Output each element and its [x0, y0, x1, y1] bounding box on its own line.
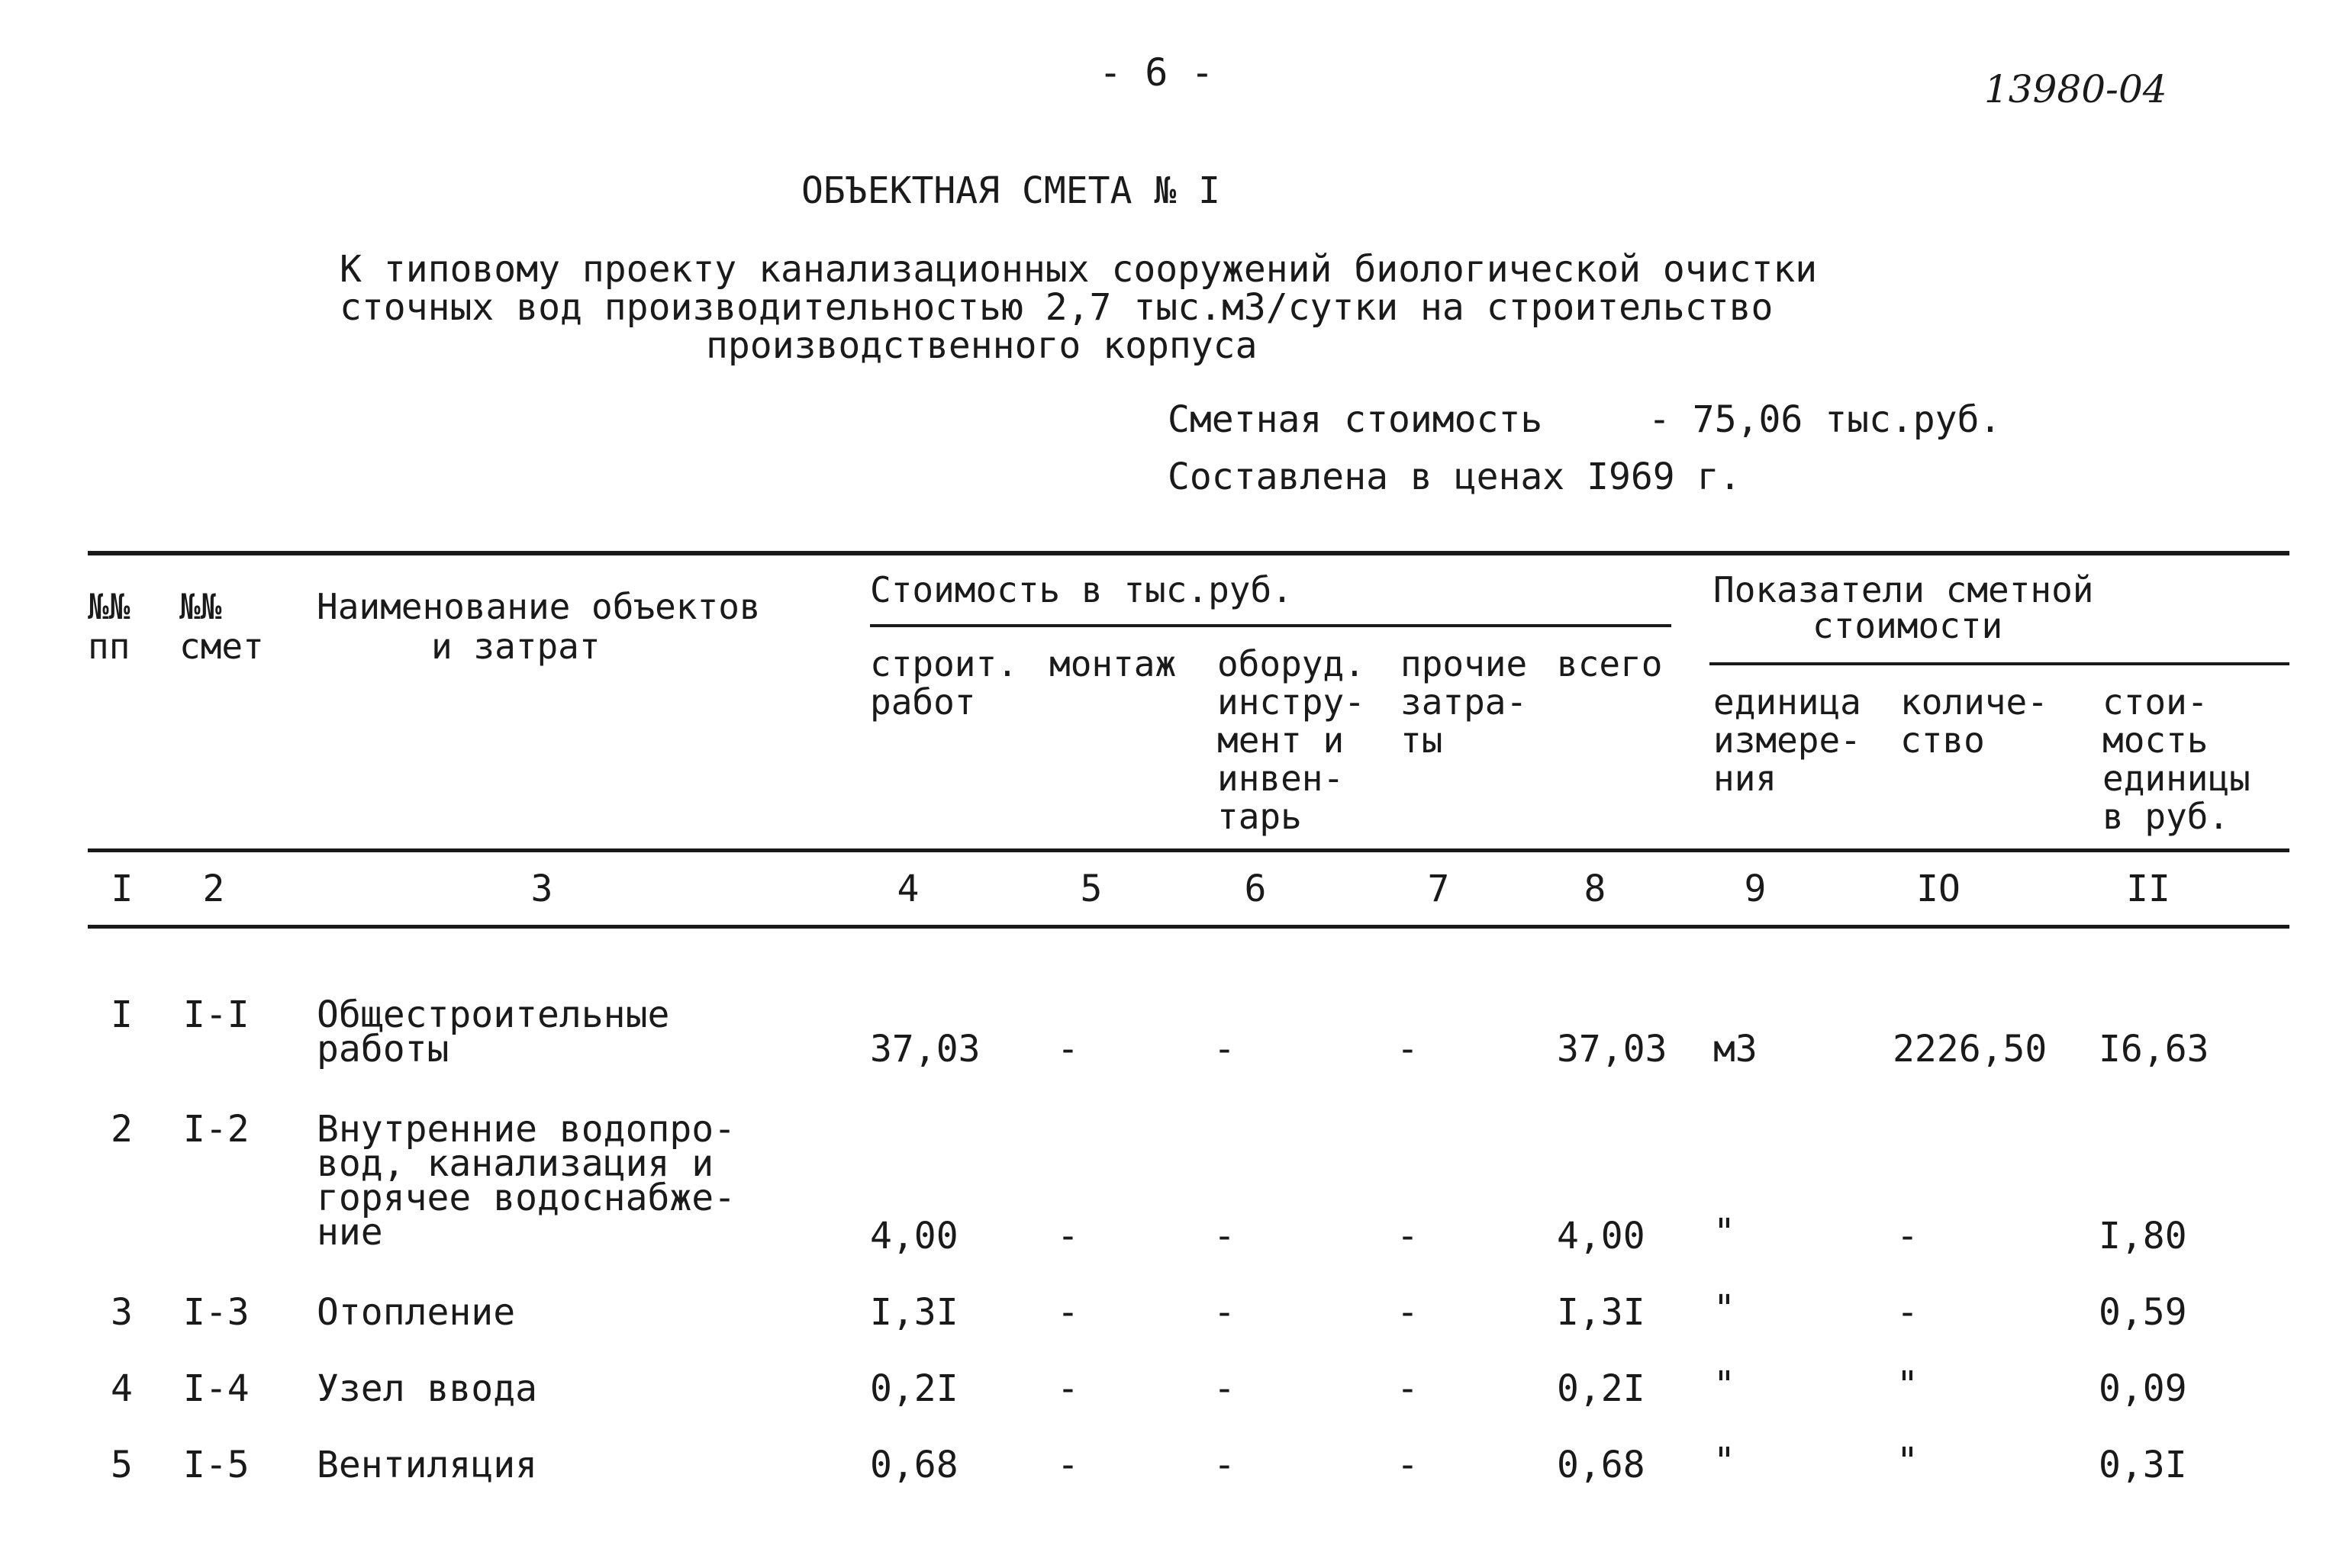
col-number: II: [2126, 868, 2170, 910]
header-col11-line4: в руб.: [2102, 796, 2230, 837]
header-col6-line4: инвен-: [1217, 758, 1345, 799]
header-cost-group: Стоимость в тыс.руб.: [870, 569, 1293, 610]
row-equipment-cost: -: [1213, 1444, 1236, 1486]
row-unit: ": [1713, 1287, 1735, 1330]
row-estimate-code: I-I: [183, 993, 250, 1036]
header-col6-line1: оборуд.: [1217, 643, 1365, 684]
row-mounting-cost: -: [1057, 1215, 1079, 1257]
header-col11-line1: стои-: [2102, 681, 2209, 723]
col-number: I: [111, 868, 134, 910]
header-bottom-rule: [88, 848, 2289, 852]
row-number: 3: [111, 1291, 133, 1334]
row-total-cost: 0,68: [1557, 1444, 1645, 1486]
row-construction-cost: 0,2I: [870, 1367, 959, 1410]
row-unit-cost: 0,09: [2099, 1367, 2187, 1410]
indicators-group-rule: [1709, 662, 2289, 665]
header-col4-line2: работ: [870, 681, 976, 723]
row-mounting-cost: -: [1057, 1367, 1079, 1410]
col-number: IO: [1916, 868, 1961, 910]
row-unit: ": [1713, 1364, 1735, 1406]
row-other-cost: -: [1397, 1291, 1419, 1334]
header-col1-line1: №№: [88, 586, 130, 627]
row-quantity: -: [1896, 1291, 1919, 1334]
header-col9-line2: измере-: [1713, 720, 1861, 761]
header-indicators-line1: Показатели сметной: [1713, 569, 2094, 610]
header-col7-line2: затра-: [1400, 681, 1528, 723]
header-indicators-line2: стоимости: [1812, 605, 2003, 646]
row-estimate-code: I-2: [183, 1108, 250, 1151]
header-col6-line3: мент и: [1217, 720, 1345, 761]
row-equipment-cost: -: [1213, 1291, 1236, 1334]
header-col9-line1: единица: [1713, 681, 1861, 723]
row-name-line: Вентиляция: [317, 1444, 537, 1486]
row-construction-cost: I,3I: [870, 1291, 959, 1334]
row-equipment-cost: -: [1213, 1367, 1236, 1410]
row-other-cost: -: [1397, 1367, 1419, 1410]
row-construction-cost: 4,00: [870, 1215, 959, 1257]
header-col9-line3: ния: [1713, 758, 1777, 799]
header-col5: монтаж: [1049, 643, 1177, 684]
row-name-line: Узел ввода: [317, 1367, 537, 1410]
estimated-cost-value: - 75,06 тыс.руб.: [1648, 398, 2002, 441]
header-col1-line2: пп: [88, 626, 130, 667]
row-name-line: горячее водоснабже-: [317, 1177, 736, 1219]
row-equipment-cost: -: [1213, 1028, 1236, 1071]
subtitle-line-3: производственного корпуса: [706, 324, 1258, 367]
row-number: 2: [111, 1108, 133, 1151]
row-quantity: 2226,50: [1893, 1028, 2048, 1071]
row-other-cost: -: [1397, 1215, 1419, 1257]
column-numbers-rule: [88, 925, 2289, 929]
document-title: ОБЪЕКТНАЯ СМЕТА № I: [801, 169, 1221, 212]
header-col11-line3: единицы: [2102, 758, 2251, 799]
col-number: 2: [202, 868, 225, 910]
cost-group-rule: [870, 624, 1671, 627]
row-quantity: -: [1896, 1215, 1919, 1257]
row-quantity: ": [1896, 1440, 1919, 1483]
row-other-cost: -: [1397, 1028, 1419, 1071]
row-number: 5: [111, 1444, 133, 1486]
page-number: - 6 -: [1099, 50, 1214, 95]
row-construction-cost: 0,68: [870, 1444, 959, 1486]
row-other-cost: -: [1397, 1444, 1419, 1486]
col-number: 8: [1584, 868, 1606, 910]
header-col6-line5: тарь: [1217, 796, 1302, 837]
row-estimate-code: I-5: [183, 1444, 250, 1486]
row-construction-cost: 37,03: [870, 1028, 981, 1071]
row-mounting-cost: -: [1057, 1291, 1079, 1334]
row-name-line: Внутренние водопро-: [317, 1108, 736, 1151]
row-name-line: Общестроительные: [317, 993, 670, 1036]
row-equipment-cost: -: [1213, 1215, 1236, 1257]
header-col3-line2: и затрат: [431, 626, 601, 667]
header-col7-line1: прочие: [1400, 643, 1528, 684]
header-col3-line1: Наименование объектов: [317, 586, 761, 627]
header-col10-line1: количе-: [1900, 681, 2048, 723]
row-unit-cost: I6,63: [2099, 1028, 2209, 1071]
header-col4-line1: строит.: [870, 643, 1018, 684]
row-name-line: вод, канализация и: [317, 1142, 714, 1185]
header-col2-line1: №№: [179, 586, 222, 627]
header-col11-line2: мость: [2102, 720, 2209, 761]
row-total-cost: 37,03: [1557, 1028, 1667, 1071]
subtitle-line-1: К типовому проекту канализационных сооружений биологической очистки: [340, 248, 1818, 291]
estimated-cost-label: Сметная стоимость: [1168, 398, 1543, 441]
row-mounting-cost: -: [1057, 1444, 1079, 1486]
subtitle-line-2: сточных вод производительностью 2,7 тыс.м3/сутки на строительство: [340, 286, 1774, 329]
row-unit-cost: 0,3I: [2099, 1444, 2187, 1486]
row-unit: ": [1713, 1211, 1735, 1254]
header-col10-line2: ство: [1900, 720, 1985, 761]
row-estimate-code: I-4: [183, 1367, 250, 1410]
row-number: I: [111, 993, 133, 1036]
table-top-rule: [88, 551, 2289, 555]
row-unit-cost: 0,59: [2099, 1291, 2187, 1334]
row-mounting-cost: -: [1057, 1028, 1079, 1071]
col-number: 6: [1244, 868, 1267, 910]
prices-year-line: Составлена в ценах I969 г.: [1168, 456, 1741, 498]
row-name-line: Отопление: [317, 1291, 516, 1334]
col-number: 3: [530, 868, 553, 910]
header-col8: всего: [1557, 643, 1663, 684]
col-number: 4: [897, 868, 920, 910]
row-unit: ": [1713, 1440, 1735, 1483]
header-col2-line2: смет: [179, 626, 264, 667]
header-col6-line2: инстру-: [1217, 681, 1365, 723]
col-number: 5: [1080, 868, 1103, 910]
row-total-cost: I,3I: [1557, 1291, 1645, 1334]
row-total-cost: 4,00: [1557, 1215, 1645, 1257]
row-total-cost: 0,2I: [1557, 1367, 1645, 1410]
col-number: 7: [1427, 868, 1450, 910]
row-unit: м3: [1713, 1028, 1758, 1071]
document-code: 13980-04: [1984, 67, 2167, 111]
header-col7-line3: ты: [1400, 720, 1443, 761]
row-name-line: работы: [317, 1028, 449, 1071]
row-unit-cost: I,80: [2099, 1215, 2187, 1257]
row-name-line: ние: [317, 1211, 383, 1254]
row-estimate-code: I-3: [183, 1291, 250, 1334]
col-number: 9: [1744, 868, 1767, 910]
row-number: 4: [111, 1367, 133, 1410]
row-quantity: ": [1896, 1364, 1919, 1406]
